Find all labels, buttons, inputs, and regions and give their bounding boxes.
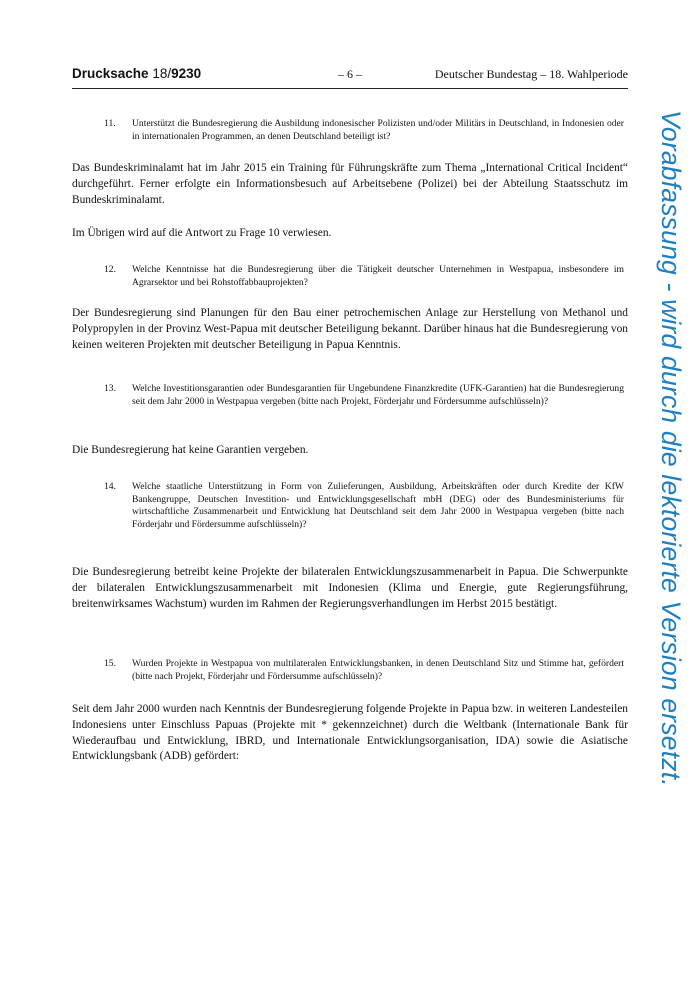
- question-text: Wurden Projekte in Westpapua von multilateralen Entwicklungsbanken, in denen Deutschland Sitz und Stimme hat, gefördert (bitte nach Projekt, Förderjahr und Fördersumme aufschlüsseln)?: [132, 658, 624, 682]
- question-12: [104, 264, 624, 289]
- answer-13-paragraph-1: Die Bundesregierung hat keine Garantien vergeben.: [72, 444, 309, 456]
- page-header: [72, 66, 628, 89]
- answer-15-paragraph-1: Seit dem Jahr 2000 wurden nach Kenntnis der Bundesregierung folgende Projekte in Papua bzw. in weiteren Landesteilen Indonesiens unter Einschluss Papuas (Projekte mit * gekennzeichnet) durch die Weltbank (Internationale Bank für Wiederaufbau und Entwicklung, IBRD, und Internationale Entwicklungsorganisation, IDA) sowie die Asiatische Entwicklungsbank (ADB) gefördert:: [72, 703, 628, 763]
- question-15: [104, 658, 624, 683]
- watermark-text: Vorabfassung - wird durch die lektorierte Version ersetzt.: [656, 110, 686, 787]
- question-number: 14.: [104, 481, 116, 492]
- answer-12-paragraph-1: Der Bundesregierung sind Planungen für den Bau einer petrochemischen Anlage zur Herstellung von Methanol und Polypropylen in der Provinz West-Papua mit deutscher Beteiligung bekannt. Darüber hinaus hat die Bundesregierung von keinen weiteren Projekten mit deutscher Beteiligung in Papua Kenntnis.: [72, 307, 628, 351]
- answer-14-paragraph-1: Die Bundesregierung betreibt keine Projekte der bilateralen Entwicklungszusammenarbeit in Papua. Die Schwerpunkte der bilateralen Entwicklungszusammenarbeit mit Indonesien (Klima und Energie, gute Regierungsführung, breitenwirksames Wachstum) wurden im Rahmen der Regierungsverhandlungen im Herbst 2015 bestätigt.: [72, 566, 628, 610]
- question-text: Welche Investitionsgarantien oder Bundesgarantien für Ungebundene Finanzkredite (UFK-Garantien) hat die Bundesregierung seit dem Jahr 2000 in Westpapua vergeben (bitte nach Projekt, Förderjahr und Fördersumme aufschlüsseln)?: [132, 383, 624, 407]
- question-11: [104, 118, 624, 143]
- question-text: Welche Kenntnisse hat die Bundesregierung über die Tätigkeit deutscher Unternehmen in Westpapua, insbesondere im Agrarsektor und bei Rohstoffabbauprojekten?: [132, 264, 624, 288]
- document-number-part1: 18/: [152, 66, 172, 81]
- answer-11-paragraph-1: Das Bundeskriminalamt hat im Jahr 2015 ein Training für Führungskräfte zum Thema „International Critical Incident“ durchgeführt. Ferner erfolgte ein Informationsbesuch auf Arbeitsebene (Polizei) bei der Abteilung Staatsschutz im Bundeskriminalamt.: [72, 162, 628, 206]
- publisher-label: Deutscher Bundestag – 18. Wahlperiode: [434, 67, 628, 81]
- document-prefix: Drucksache: [72, 66, 149, 81]
- page-number: – 6 –: [338, 67, 362, 81]
- question-number: 13.: [104, 383, 116, 394]
- answer-11-paragraph-2: Im Übrigen wird auf die Antwort zu Frage 10 verwiesen.: [72, 227, 332, 239]
- question-number: 11.: [104, 118, 116, 129]
- question-text: Welche staatliche Unterstützung in Form von Zulieferungen, Ausbildung, Arbeitskräften oder durch Kredite der KfW Bankengruppe, Deutschen Investition- und Entwicklungsgesellschaft mbH (DEG) oder des Bundesministeriums für wirtschaftliche Zusammenarbeit und Entwicklung hat Deutschland seit dem Jahr 2000 in Westpapua vergeben (bitte nach Förderjahr und Fördersumme aufschlüsseln)?: [132, 481, 624, 530]
- question-13: [104, 383, 624, 408]
- question-number: 15.: [104, 658, 116, 669]
- draft-watermark: [646, 110, 686, 910]
- question-text: Unterstützt die Bundesregierung die Ausbildung indonesischer Polizisten und/oder Militärs in Deutschland, in Indonesien oder in internationalen Programmen, an denen Deutschland beteiligt ist?: [132, 118, 624, 142]
- question-14: [104, 481, 624, 531]
- question-number: 12.: [104, 264, 116, 275]
- document-number-part2: 9230: [171, 66, 202, 81]
